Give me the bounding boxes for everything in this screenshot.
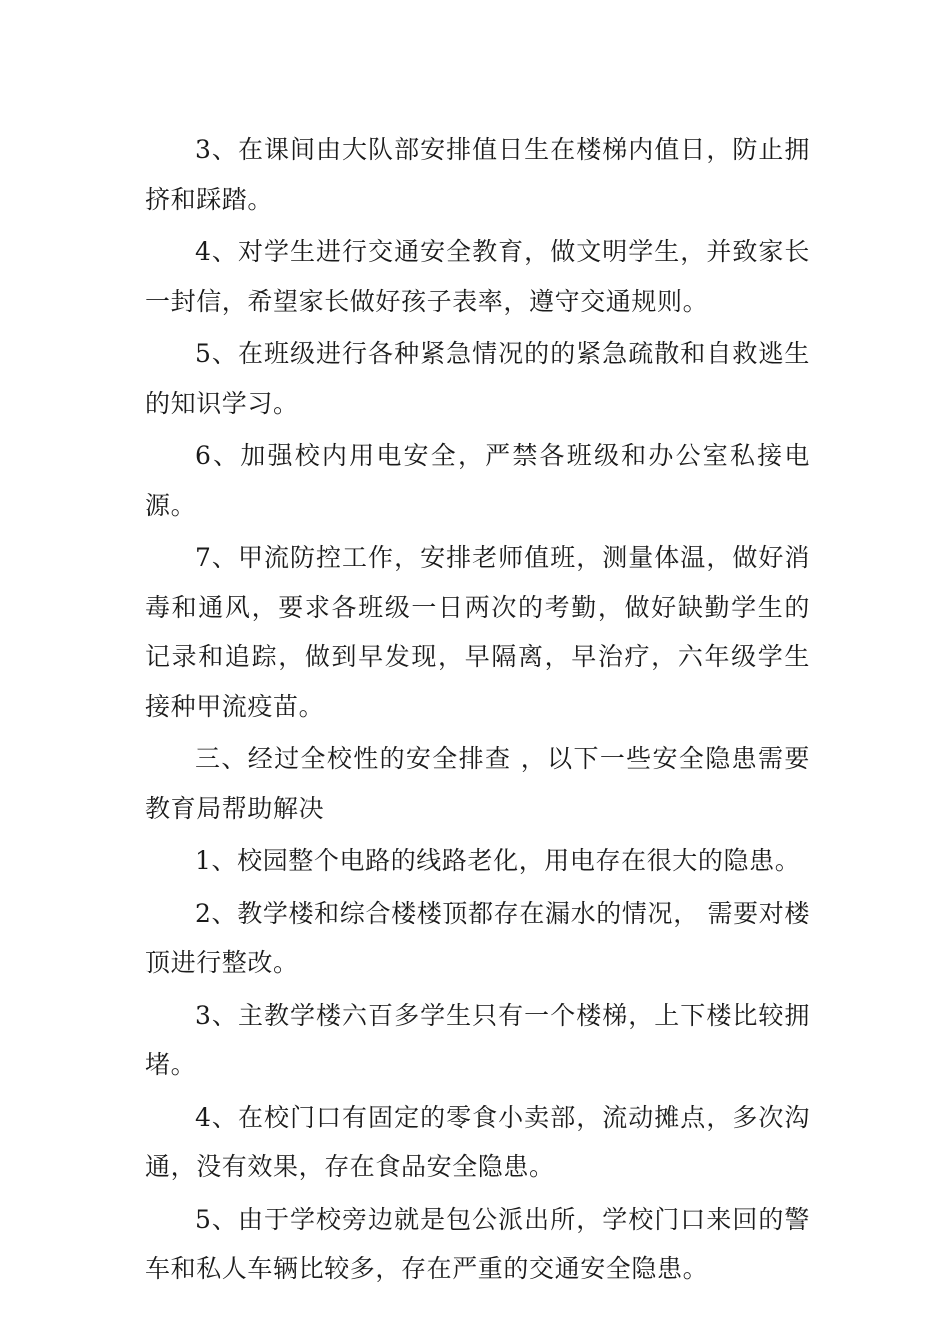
hazard-5-traffic: 5、由于学校旁边就是包公派出所，学校门口来回的警车和私人车辆比较多，存在严重的交通安全隐患。 [145, 1204, 810, 1283]
hazard-2-roof-leak: 2、教学楼和综合楼楼顶都存在漏水的情况， 需要对楼顶进行整改。 [145, 898, 810, 977]
hazard-1-wiring: 1、校园整个电路的线路老化，用电存在很大的隐患。 [195, 846, 801, 875]
item-3-stairway-duty: 3、在课间由大队部安排值日生在楼梯内值日，防止拥挤和踩踏。 [145, 135, 810, 214]
item-5-evacuation-drill: 5、在班级进行各种紧急情况的的紧急疏散和自救逃生的知识学习。 [145, 339, 810, 418]
section-three-heading: 三、经过全校性的安全排查 ，以下一些安全隐患需要教育局帮助解决 [145, 744, 810, 823]
item-4-traffic-education: 4、对学生进行交通安全教育，做文明学生，并致家长一封信，希望家长做好孩子表率，遵守交通规则。 [145, 237, 810, 316]
hazard-3-single-staircase: 3、主教学楼六百多学生只有一个楼梯，上下楼比较拥堵。 [145, 1000, 810, 1079]
hazard-4-food-vendors: 4、在校门口有固定的零食小卖部，流动摊点，多次沟通，没有效果，存在食品安全隐患。 [145, 1102, 810, 1181]
document-page [145, 125, 810, 1297]
item-6-electrical-safety: 6、加强校内用电安全，严禁各班级和办公室私接电源。 [145, 441, 810, 520]
item-7-flu-prevention: 7、甲流防控工作，安排老师值班，测量体温，做好消毒和通风，要求各班级一日两次的考勤，做好缺勤学生的记录和追踪，做到早发现，早隔离，早治疗，六年级学生接种甲流疫苗。 [145, 543, 810, 721]
